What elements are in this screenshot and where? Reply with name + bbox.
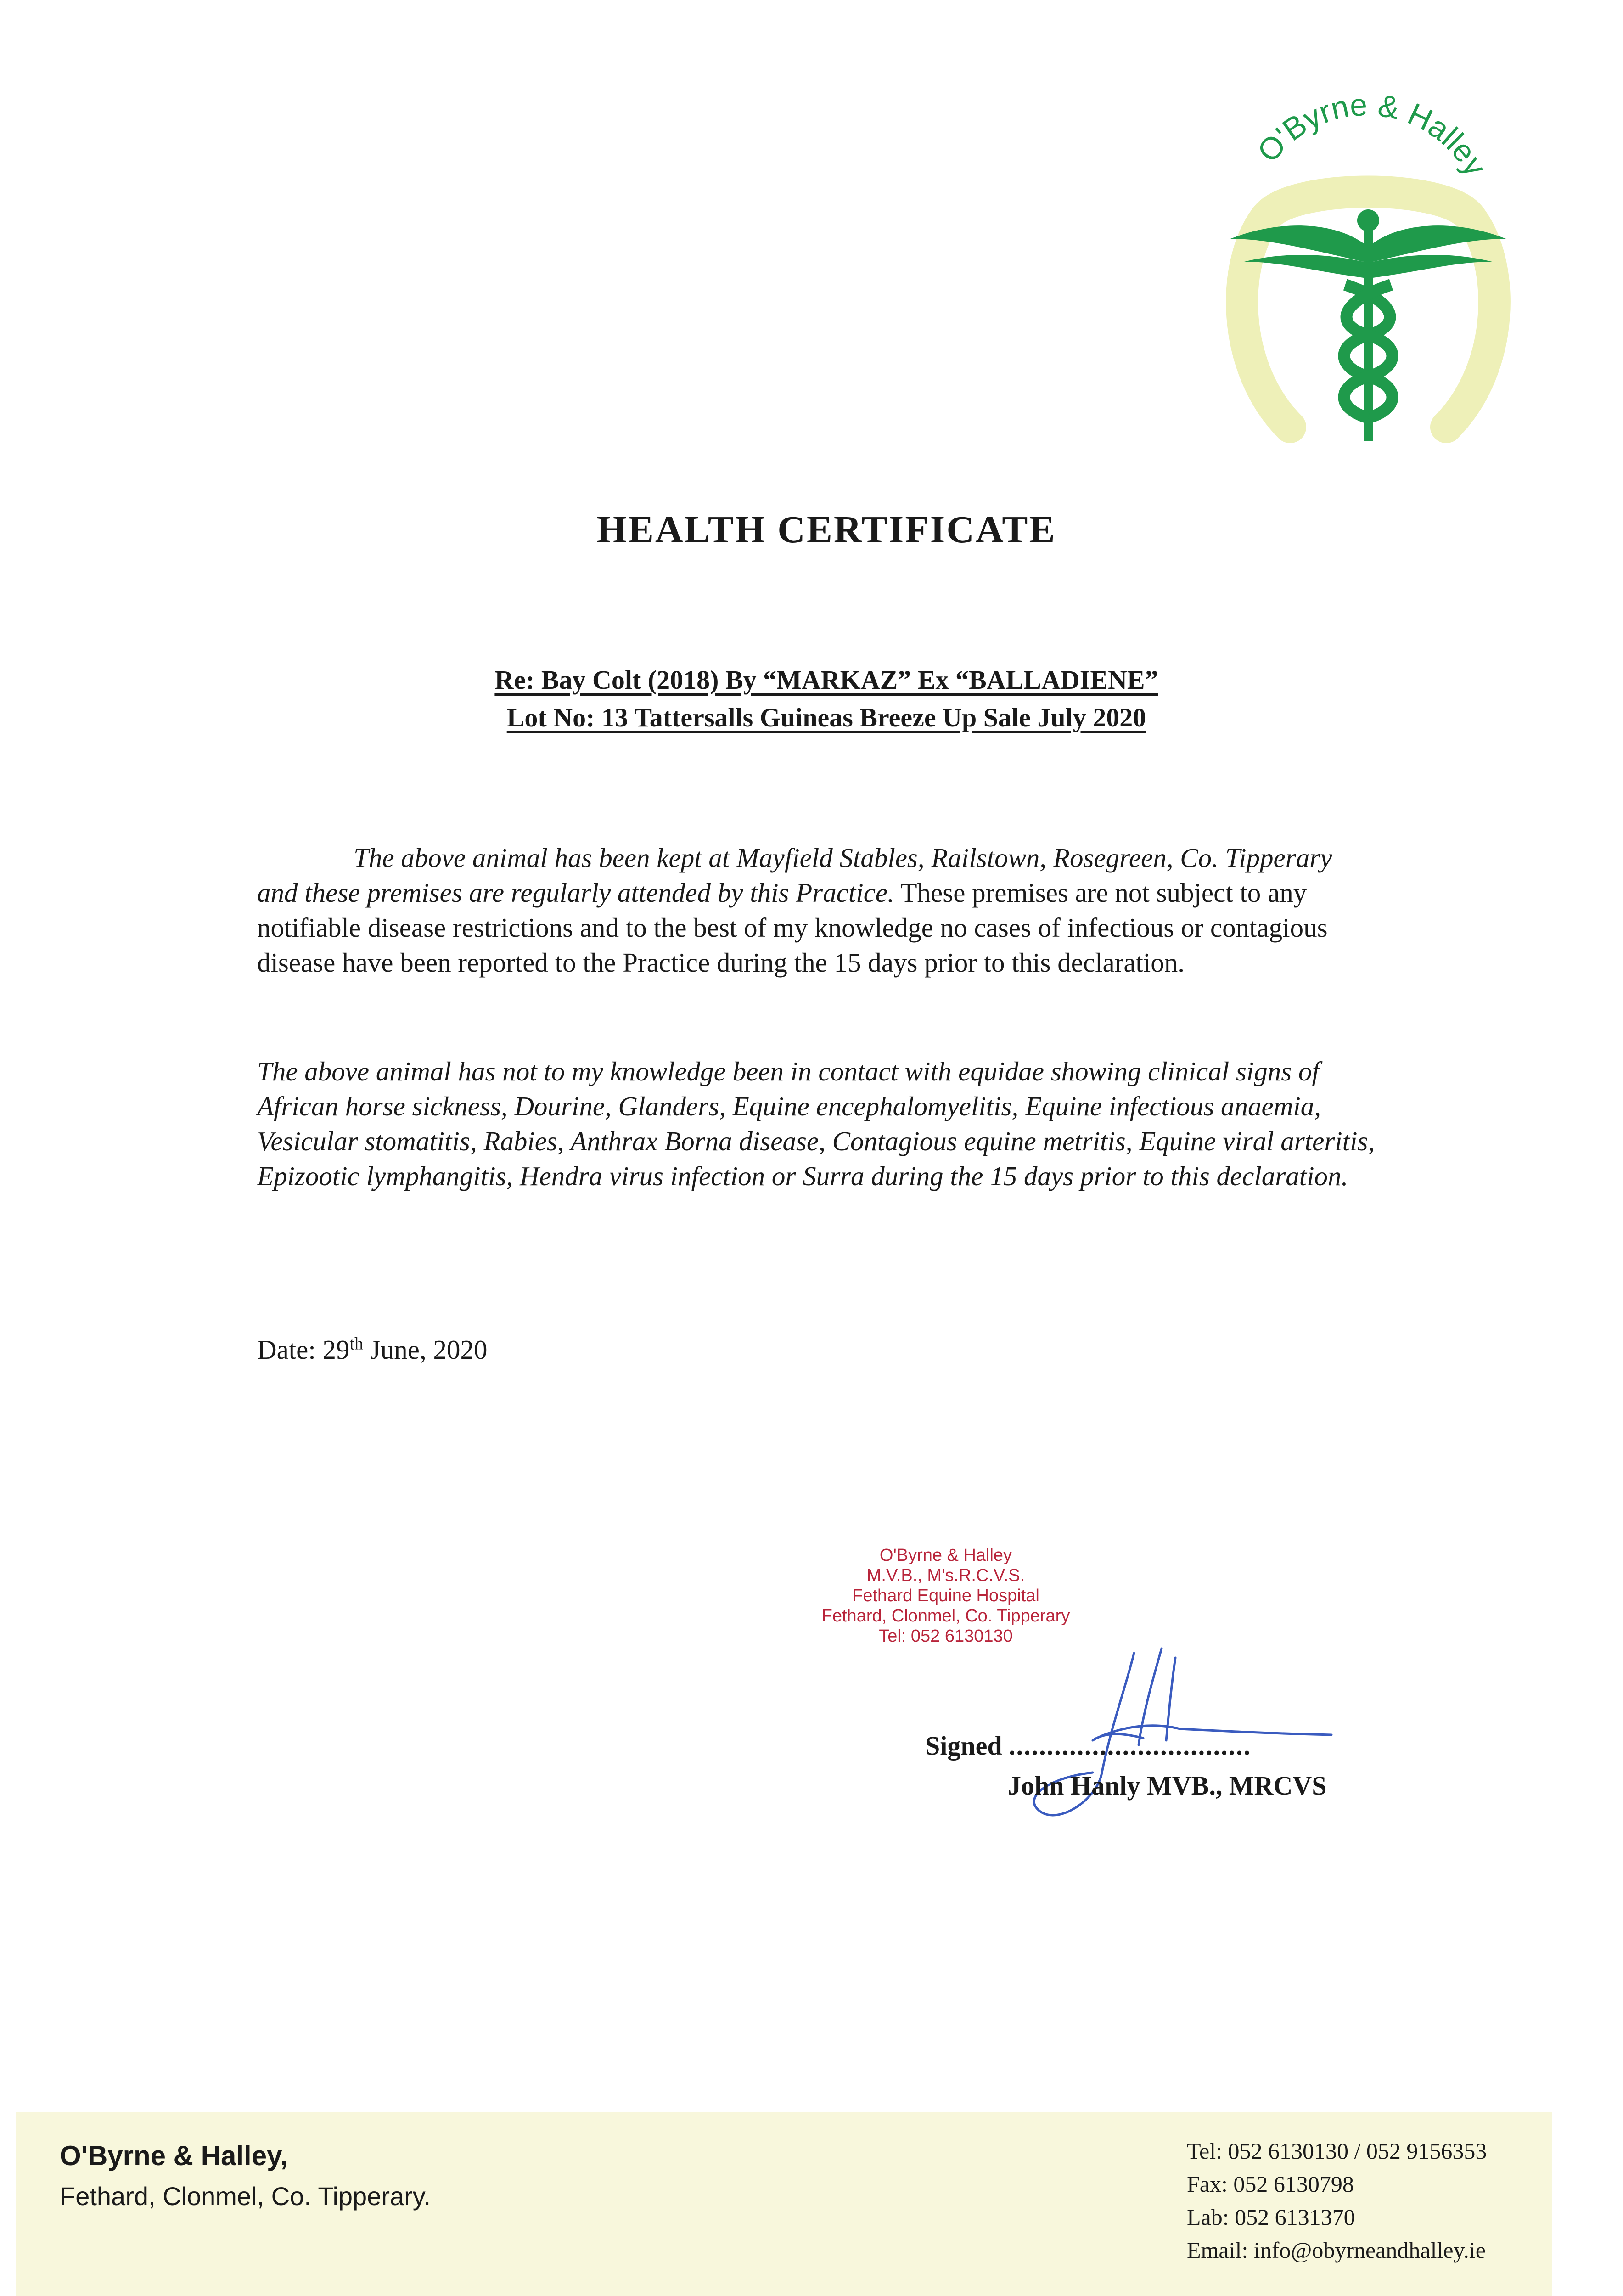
paragraph-contact-declaration: The above animal has not to my knowledge been in contact with equidae showing clinical signs of African horse sickness, Dourine, Glanders, Equine encephalomyelitis, Equine infectious anaemia, Vesicular stomatitis, Rabies, Anthrax Borna disease, Contagious equine metritis, Equine viral arteritis, Epizootic lymphangitis, Hendra virus infection or Surra during the 15 days prior to this declaration. <box>257 1056 1375 1191</box>
footer-practice-name: O'Byrne & Halley, <box>60 2140 288 2171</box>
stamp-line: Fethard Equine Hospital <box>852 1586 1039 1605</box>
footer-contact <box>1187 2134 1487 2267</box>
letterhead-footer <box>16 2112 1552 2296</box>
signer-name: John Hanly MVB., MRCVS <box>1008 1771 1327 1801</box>
paragraph-premises <box>257 840 1377 980</box>
signature-dots: ................................ <box>1009 1731 1252 1761</box>
logo-wordmark: O'Byrne & Halley <box>1250 87 1494 182</box>
caduceus-logo-icon <box>1203 69 1533 464</box>
footer-tel: Tel: 052 6130130 / 052 9156353 <box>1187 2138 1487 2164</box>
footer-email: Email: info@obyrneandhalley.ie <box>1187 2237 1486 2263</box>
signature-line <box>925 1730 1251 1761</box>
date-ordinal: th <box>349 1334 364 1354</box>
subject-line-horse: Re: Bay Colt (2018) By “MARKAZ” Ex “BALLADIENE” <box>494 665 1158 695</box>
date-rest: June, 2020 <box>363 1334 488 1365</box>
subject-line-lot: Lot No: 13 Tattersalls Guineas Breeze Up Sale July 2020 <box>506 703 1146 732</box>
stamp-line: Fethard, Clonmel, Co. Tipperary <box>821 1606 1070 1626</box>
stamp-line: Tel: 052 6130130 <box>879 1626 1013 1646</box>
signed-label: Signed <box>925 1731 1002 1761</box>
date-label: Date: 29 <box>257 1334 350 1365</box>
practice-logo <box>1203 69 1533 464</box>
page-title: HEALTH CERTIFICATE <box>596 508 1056 551</box>
footer-address: Fethard, Clonmel, Co. Tipperary. <box>60 2182 431 2211</box>
declaration-date <box>257 1334 488 1366</box>
paragraph-premises-italic: The above animal has been kept at Mayfield Stables, Railstown, Rosegreen, Co. Tipperary and these premises are regularly attended by this Practice. <box>257 843 1332 908</box>
stamp-line: M.V.B., M's.R.C.V.S. <box>866 1566 1025 1585</box>
practice-stamp <box>790 1545 1102 1646</box>
footer-fax: Fax: 052 6130798 <box>1187 2171 1354 2197</box>
paragraph-premises-rest: These premises are not subject to any notifiable disease restrictions and to the best of my knowledge no cases of infectious or contagious disease have been reported to the Practice during the 15 days prior to this declaration. <box>257 878 1328 978</box>
subject-block <box>0 661 1623 737</box>
footer-lab: Lab: 052 6131370 <box>1187 2204 1355 2230</box>
stamp-line: O'Byrne & Halley <box>879 1546 1012 1565</box>
